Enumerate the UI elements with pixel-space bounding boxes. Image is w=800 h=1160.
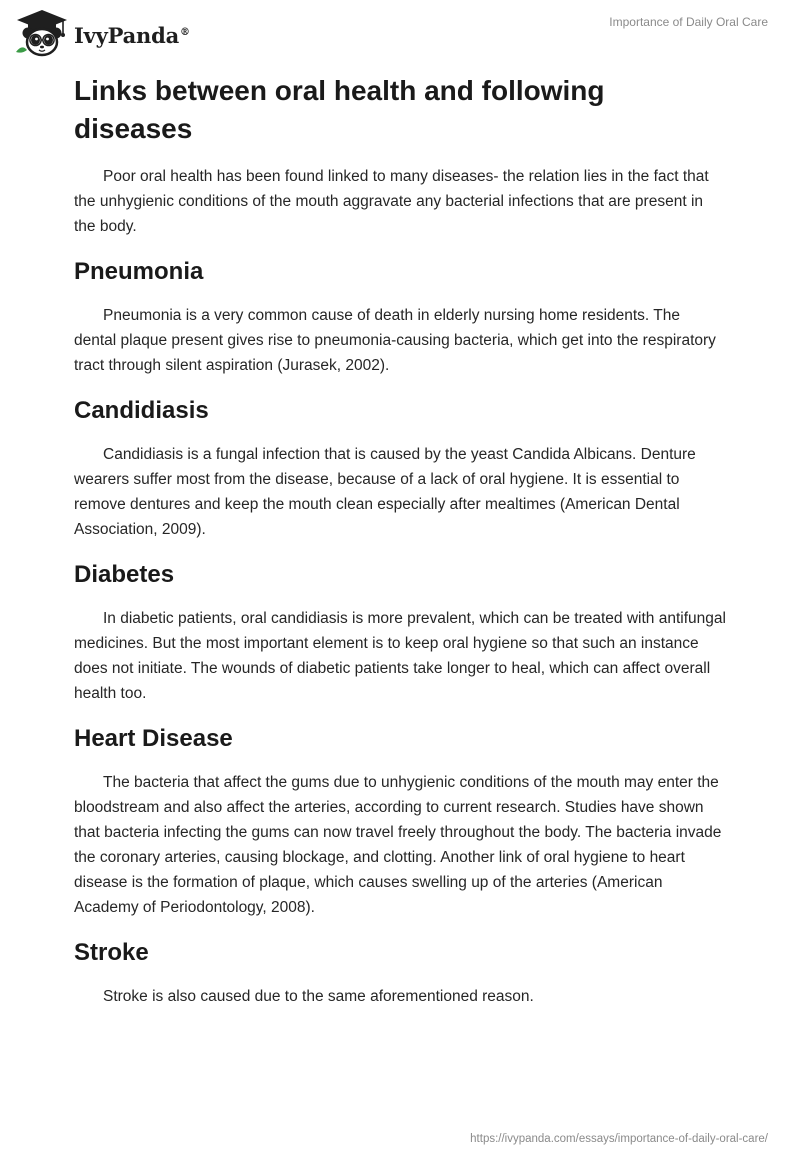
section-heading-diabetes: Diabetes — [74, 561, 175, 588]
section-body-diabetes: In diabetic patients, oral candidiasis is more prevalent, which can be treated with antifungal medicines. But the most important element is to keep oral hygiene so that such an instance does not initiate. The wounds of diabetic patients take longer to heal, which can affect overall health too. — [74, 610, 726, 702]
article-body — [74, 72, 726, 1009]
brand-logo[interactable] — [14, 8, 190, 58]
section-body-candidiasis: Candidiasis is a fungal infection that is caused by the yeast Candida Albicans. Denture wearers suffer most from the disease, because of a lack of oral hygiene. It is essential to remove dentures and keep the mouth clean especially after mealtimes (American Dental Association, 2009). — [74, 446, 696, 538]
source-url[interactable]: https://ivypanda.com/essays/importance-of-daily-oral-care/ — [470, 1133, 768, 1145]
section-heading-candidiasis: Candidiasis — [74, 397, 209, 424]
section-heading-stroke: Stroke — [74, 939, 149, 966]
section-heading-heart-disease: Heart Disease — [74, 725, 233, 752]
document-title: Importance of Daily Oral Care — [609, 15, 768, 29]
section-body-stroke: Stroke is also caused due to the same aforementioned reason. — [103, 988, 534, 1005]
section-heading-pneumonia: Pneumonia — [74, 258, 204, 285]
registered-mark: ® — [180, 26, 190, 38]
page-title: Links between oral health and following diseases — [74, 75, 605, 144]
intro-paragraph: Poor oral health has been found linked to many diseases- the relation lies in the fact that the unhygienic conditions of the mouth aggravate any bacterial infections that are present in the body. — [74, 168, 709, 235]
page-header — [0, 0, 800, 70]
section-body-pneumonia: Pneumonia is a very common cause of death in elderly nursing home residents. The dental plaque present gives rise to pneumonia-causing bacteria, which get into the respiratory tract through silent aspiration (Jurasek, 2002). — [74, 307, 716, 374]
panda-graduate-icon — [14, 8, 70, 58]
section-body-heart-disease: The bacteria that affect the gums due to unhygienic conditions of the mouth may enter the bloodstream and also affect the arteries, according to current research. Studies have shown that bacteria infecting the gums can now travel freely throughout the body. The bacteria invade the coronary arteries, causing blockage, and clotting. Another link of oral hygiene to heart disease is the formation of plaque, which causes swelling up of the arteries (American Academy of Periodontology, 2008). — [74, 774, 722, 916]
brand-name: IvyPanda® — [74, 22, 190, 48]
